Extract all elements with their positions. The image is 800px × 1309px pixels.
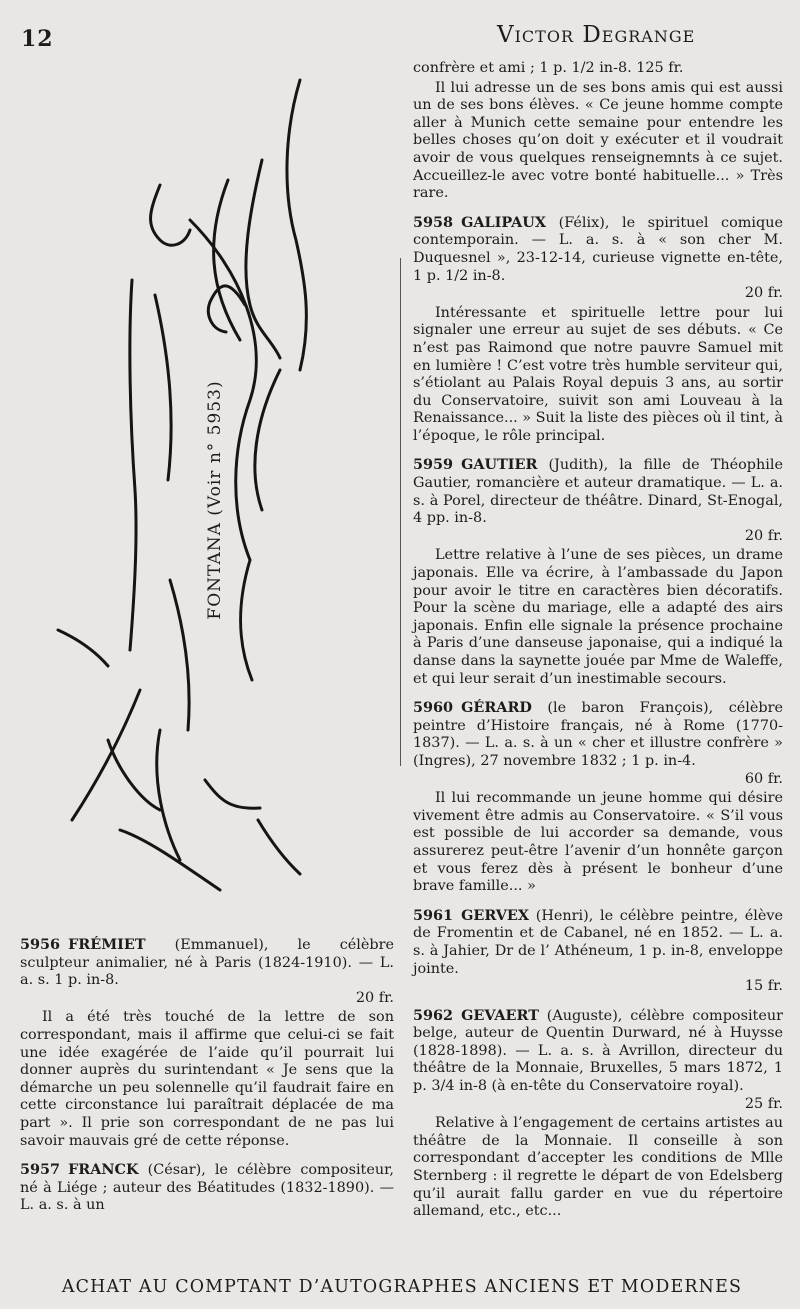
entry-body: Il lui recommande un jeune homme qui désire vivement être admis au Conservatoire. « S’il vous est possible de lui accorder sa demande, vous assurerez peut-être l’avenir d’un honnête garçon et vous ferez dès à présent le bonheur d’une brave famille... » <box>413 790 783 895</box>
entry-price: 20 fr. <box>355 989 394 1006</box>
entry-heading: (le baron François), célèbre peintre d’Histoire français, né à Rome (1770-1837). — L. a. s. à un « cher et illustre confrère » (Ingres), 27 novembre 1832 ; 1 p. in-4. <box>413 700 783 769</box>
catalog-entry-5961 <box>413 907 783 996</box>
entry-body: Relative à l’engagement de certains artistes au théâtre de la Monnaie. Il conseille à son correspondant d’accepter les conditions de Mlle Sternberg : il regrette le départ de von Edelsberg qu’il aurait fallu garder en vue du répertoire allemand, etc., etc... <box>413 1115 783 1220</box>
page-footer: ACHAT AU COMPTANT D’AUTOGRAPHES ANCIENS ET MODERNES <box>61 1277 743 1297</box>
entry-name: GÉRARD <box>461 699 532 717</box>
entry-heading: (César), le célèbre compositeur, né à Liége ; auteur des Béatitudes (1832-1890). — L. a. s. à un <box>20 1162 395 1214</box>
catalog-entry-5962 <box>413 1007 783 1221</box>
entry-body: Lettre relative à l’une de ses pièces, un drame japonais. Elle va écrire, à l’ambassade du Japon pour avoir le titre en caractères bien décoratifs. Pour la scène du mariage, elle a adapté des airs japonais. Enfin elle signale la présence prochaine à Paris d’une danseuse japonaise, qui a indiqué la danse dans la saynette jouée par Mme de Waleffe, et qui leur serait d’un inestimable secours. <box>413 547 783 687</box>
catalog-entry-5959 <box>413 456 783 688</box>
entry-price: 60 fr. <box>744 770 783 787</box>
entry-heading: (Auguste), célèbre compositeur belge, auteur de Quentin Durward, né à Huysse (1828-1898). — L. a. s. à Avrillon, directeur du théâtre de la Monnaie, Bruxelles, 5 mars 1872, 1 p. 3/4 in-8 (à en-tête du Conservatoire royal). <box>413 1007 783 1095</box>
right-column <box>413 60 783 1232</box>
entry-number: 5961 <box>413 906 454 924</box>
entry-heading: (Judith), la fille de Théophile Gautier, romancière et auteur dramatique. — L. a. s. à Porel, directeur de théâtre. Dinard, St-Enogal, 4 pp. in-8. <box>413 457 783 527</box>
entry-heading: (Félix), le spirituel comique contemporain. — L. a. s. à « son cher M. Duquesnel », 23-12-14, curieuse vignette en-tête, 1 p. 1/2 in-8. <box>413 214 784 284</box>
column-divider <box>400 258 401 766</box>
entry-number: 5956 <box>20 936 61 953</box>
entry-price: 20 fr. <box>744 527 783 544</box>
entry-name: GAUTIER <box>461 456 538 474</box>
entry-number: 5959 <box>413 456 454 474</box>
catalog-entry-5956 <box>20 936 394 1150</box>
entry-name: GALIPAUX <box>461 213 547 231</box>
entry-number: 5957 <box>20 1161 61 1179</box>
continuation-body: Il lui adresse un de ses bons amis qui est aussi un de ses bons élèves. « Ce jeune homme compte aller à Munich cette semaine pour entendre les belles choses qu’on doit y exécuter et il voudrait avoir de vous quelques renseignemnts à ce sujet. Accueillez-le avec votre bonté habituelle... » Très rare. <box>413 79 783 202</box>
entry-heading: (Henri), le célèbre peintre, élève de Fromentin et de Cabanel, né en 1852. — L. a. s. à Jahier, Dr de l’ Athéneum, 1 p. in-8, enveloppe jointe. <box>413 907 783 977</box>
entry-body: Il a été très touché de la lettre de son correspondant, mais il affirme que celui-ci se fait une idée exagérée de l’aide qu’il pourrait lui donner auprès du surintendant « Je sens que la démarche un peu solennelle qu’il faudrait faire en cette circonstance lui paraîtrait déplacée de ma part ». Il prie son correspondant de ne pas lui savoir mauvais gré de cette réponse. <box>20 1009 394 1149</box>
catalog-entry-5957 <box>20 1161 394 1215</box>
entry-name: GERVEX <box>461 906 530 924</box>
facsimile-caption-box <box>200 320 230 680</box>
continuation-heading: confrère et ami ; 1 p. 1/2 in-8. 125 fr. <box>413 60 684 76</box>
entry-number: 5962 <box>413 1006 454 1024</box>
facsimile-caption: FONTANA (Voir n° 5953) <box>205 380 225 620</box>
catalog-entry-continuation <box>413 60 783 203</box>
entry-price: 15 fr. <box>744 978 783 995</box>
running-title: Victor Degrange <box>497 22 696 48</box>
entry-body: Intéressante et spirituelle lettre pour lui signaler une erreur au sujet de ses débuts. « Ce n’est pas Raimond que notre pauvre Samuel mit en lumière ! C’est votre très humble serviteur qui, s’étiolant au Palais Royal depuis 3 ans, au sortir du Conservatoire, suivit son ami Louveau à la Renaissance... » Suit la liste des pièces où il tint, à l’époque, le rôle principal. <box>413 304 783 444</box>
entry-name: FRANCK <box>68 1161 139 1179</box>
entry-number: 5960 <box>413 699 454 717</box>
entry-price: 25 fr. <box>744 1095 783 1112</box>
catalog-entry-5960 <box>413 699 783 896</box>
catalog-entry-5958 <box>413 214 783 446</box>
entry-heading: (Emmanuel), le célèbre sculpteur animalier, né à Paris (1824-1910). — L. a. s. 1 p. in-8. <box>20 937 395 989</box>
entry-name: GEVAERT <box>461 1006 539 1024</box>
entry-price: 20 fr. <box>744 285 783 302</box>
page-number: 12 <box>21 26 54 52</box>
left-column <box>20 936 394 1226</box>
entry-name: FRÉMIET <box>68 936 146 953</box>
entry-number: 5958 <box>413 213 454 231</box>
